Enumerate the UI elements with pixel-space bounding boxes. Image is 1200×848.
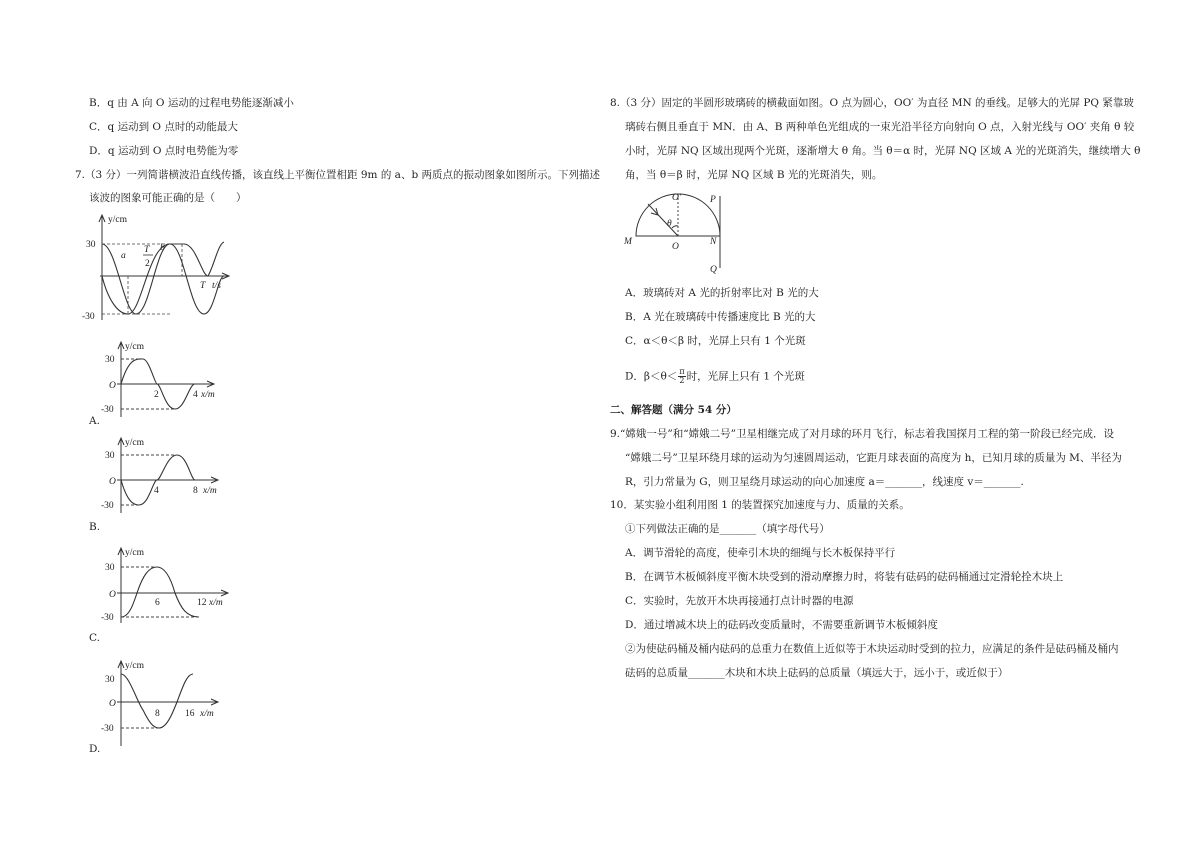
option-a-tick2: 4	[193, 390, 198, 400]
label-b: b	[160, 243, 165, 253]
graph-axes	[100, 216, 228, 320]
option-b-top: 30	[105, 451, 115, 461]
q10-sub2-line1: ②为使砝码桶及桶内砝码的总重力在数值上近似等于木块运动时受到的拉力，应满足的条件是砝码桶及桶内	[625, 643, 1119, 655]
q8-stem-line2: 璃砖右侧且垂直于 MN．由 A、B 两种单色光组成的一束光沿半径方向射向 O 点，入射光线与 OO′ 夹角 θ 较	[625, 121, 1135, 133]
option-a-top: 30	[105, 355, 115, 365]
option-d-x-label: x/m	[200, 709, 214, 719]
q10-sub1: ①下列做法正确的是_______（填字母代号）	[625, 523, 830, 535]
label-a: a	[121, 251, 126, 261]
option-c-wave	[121, 567, 199, 617]
q6-option-c: C．q 运动到 O 点时的动能最大	[89, 121, 238, 133]
option-b-tick1: 4	[154, 486, 159, 496]
label-Q: Q	[710, 265, 717, 275]
q7-stem-line1: 7.（3 分）一列简谐横波沿直线传播，该直线上平衡位置相距 9m 的 a、b 两质点的振动图象如图所示。下列描述	[75, 169, 601, 181]
option-d-letter: D.	[89, 743, 101, 755]
option-d-bottom: -30	[101, 724, 114, 734]
q9-line3: R，引力常量为 G，则卫星绕月球运动的向心加速度 a＝_______，线速度 v＝_______.	[625, 476, 1024, 488]
label-N: N	[710, 237, 717, 247]
label-T: T	[200, 281, 206, 291]
q10-line1: 10．某实验小组利用图 1 的装置探究加速度与力、质量的关系。	[610, 499, 910, 511]
q8-glass-figure	[622, 188, 732, 278]
option-a-origin: O	[109, 381, 116, 391]
option-b-y-label: y/cm	[125, 438, 144, 448]
q8-option-a: A．玻璃砖对 A 光的折射率比对 B 光的大	[625, 287, 819, 299]
option-a-graph	[99, 339, 229, 419]
option-c-tick1: 6	[155, 598, 160, 608]
option-d-wave	[121, 674, 193, 728]
q8-stem-line4: 角，当 θ＝β 时，光屏 NQ 区域 B 光的光斑消失，则。	[625, 169, 883, 181]
q6-option-d: D．q 运动到 O 点时电势能为零	[89, 145, 239, 157]
label-P: P	[710, 195, 716, 205]
q10-sub2-line2: 砝码的总质量_______木块和木块上砝码的总质量（填远大于，远小于，或近似于）	[625, 667, 1009, 679]
option-b-tick2: 8	[193, 486, 198, 496]
option-d-graph	[99, 658, 229, 748]
fraction-denominator: 2	[679, 376, 685, 385]
label-T-den: 2	[145, 259, 150, 269]
fraction-numerator: π	[679, 367, 685, 376]
q10-option-b: B．在调节木板倾斜度平衡木块受到的滑动摩擦力时，将装有砝码的砝码桶通过定滑轮拴木块上	[625, 571, 1064, 583]
q8-option-b: B．A 光在玻璃砖中传播速度比 B 光的大	[625, 311, 816, 323]
option-d-top: 30	[105, 675, 115, 685]
option-c-y-label: y/cm	[125, 548, 144, 558]
q10-option-d: D．通过增减木块上的砝码改变质量时，不需要重新调节木板倾斜度	[625, 619, 938, 631]
option-b-x-label: x/m	[203, 486, 217, 496]
option-c-graph	[99, 545, 239, 625]
angle-arc	[672, 226, 678, 228]
tick-neg30: -30	[82, 312, 95, 322]
label-theta: θ	[667, 219, 672, 229]
q8-option-d	[625, 368, 805, 385]
tick-30: 30	[86, 240, 96, 250]
q10-option-c: C．实验时，先放开木块再接通打点计时器的电源	[625, 595, 854, 607]
option-c-origin: O	[109, 590, 116, 600]
option-c-letter: C.	[89, 632, 100, 644]
option-d-y-label: y/cm	[125, 661, 144, 671]
option-d-tick2: 16	[185, 709, 195, 719]
option-c-tick2: 12	[197, 598, 207, 608]
option-d-tick1: 8	[155, 709, 160, 719]
q10-option-a: A．调节滑轮的高度，使牵引木块的细绳与长木板保持平行	[625, 547, 896, 559]
incident-ray	[648, 204, 678, 236]
option-a-bottom: -30	[101, 405, 114, 415]
q7-stem-line2: 该波的图象可能正确的是（ ）	[89, 192, 247, 204]
label-T-num: T	[144, 245, 150, 255]
option-a-x-label: x/m	[201, 390, 215, 400]
option-c-bottom: -30	[101, 613, 114, 623]
option-c-x-label: x/m	[209, 598, 223, 608]
q8-option-d-post: 时，光屏上只有 1 个光斑	[686, 370, 805, 383]
label-M: M	[624, 237, 632, 247]
guide-lines	[102, 244, 184, 314]
q7-vibration-graph	[84, 210, 244, 320]
option-b-origin: O	[109, 477, 116, 487]
option-c-top: 30	[105, 563, 115, 573]
option-a-letter: A.	[89, 415, 100, 427]
option-b-letter: B.	[89, 521, 101, 533]
option-a-y-label: y/cm	[125, 342, 144, 352]
option-b-bottom: -30	[101, 501, 114, 511]
q8-option-c: C．α＜θ＜β 时，光屏上只有 1 个光斑	[625, 335, 806, 347]
q9-line1: 9.“嫦娥一号”和“嫦娥二号”卫星相继完成了对月球的环月飞行，标志着我国探月工程的第一阶段已经完成．设	[610, 428, 1114, 440]
label-O-prime: O′	[672, 193, 681, 203]
q8-stem-line1: 8.（3 分）固定的半圆形玻璃砖的横截面如图。O 点为圆心，OO′ 为直径 MN 的垂线。足够大的光屏 PQ 紧靠玻	[610, 97, 1134, 109]
y-axis-label: y/cm	[108, 215, 127, 225]
q8-option-d-pre: D．β＜θ＜	[625, 370, 678, 383]
x-axis-label: t/s	[212, 281, 221, 291]
section-2-heading: 二、解答题（满分 54 分）	[610, 404, 737, 416]
pi-over-2-fraction	[678, 368, 685, 385]
label-O: O	[672, 242, 679, 252]
q9-line2: “嫦娥二号”卫星环绕月球的运动为匀速圆周运动，它距月球表面的高度为 h，已知月球的质量为 M、半径为	[625, 452, 1122, 464]
q8-stem-line3: 小时，光屏 NQ 区域出现两个光斑，逐渐增大 θ 角。当 θ＝α 时，光屏 NQ 区域 A 光的光斑消失，继续增大 θ	[625, 145, 1141, 157]
option-a-tick1: 2	[154, 390, 159, 400]
option-d-origin: O	[109, 699, 116, 709]
option-b-graph	[99, 435, 229, 515]
q6-option-b: B．q 由 A 向 O 运动的过程电势能逐渐减小	[89, 97, 294, 109]
